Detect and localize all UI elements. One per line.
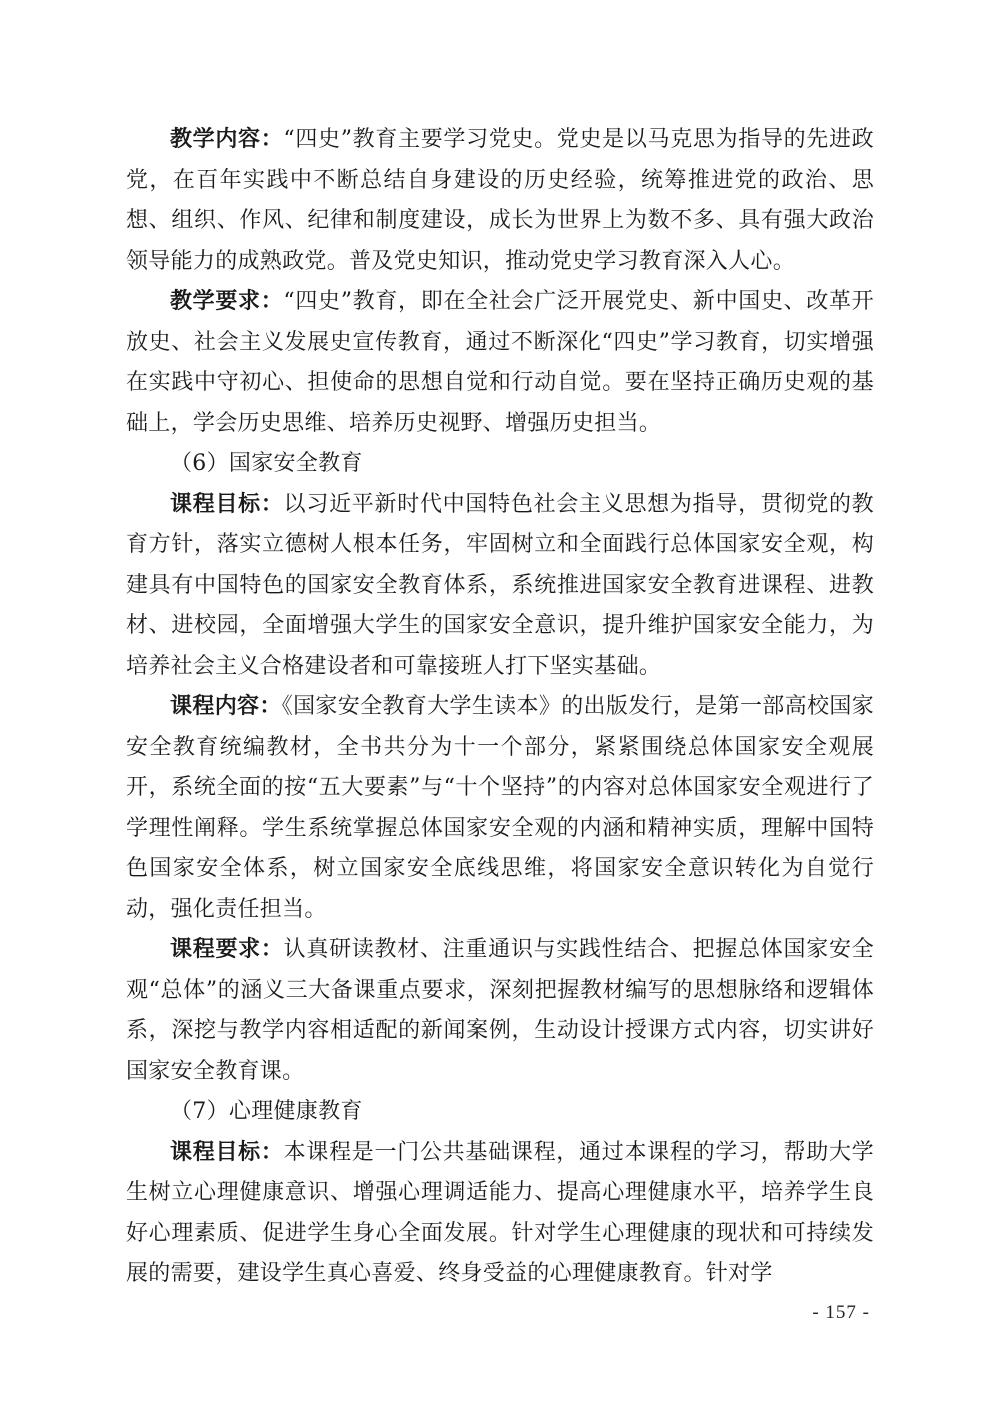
paragraph-text: 以习近平新时代中国特色社会主义思想为指导，贯彻党的教育方针，落实立德树人根本任务，牢固树立和全面践行总体国家安全观，构建具有中国特色的国家安全教育体系，系统推进国家安全教育进课程、进教材、进校园，全面增强大学生的国家安全意识，提升维护国家安全能力，为培养社会主义合格建设者和可靠接班人打下坚实基础。: [126, 491, 874, 679]
paragraph-label: 教学要求：: [170, 289, 284, 314]
paragraph-text: “四史”教育，即在全社会广泛开展党史、新中国史、改革开放史、社会主义发展史宣传教育，通过不断深化“四史”学习教育，切实增强在实践中守初心、担使命的思想自觉和行动自觉。要在坚持正确历史观的基础上，学会历史思维、培养历史视野、增强历史担当。: [126, 289, 874, 436]
section-heading-national-security: （6）国家安全教育: [170, 451, 363, 476]
document-body: [126, 120, 874, 1295]
paragraph-text: 本课程是一门公共基础课程，通过本课程的学习，帮助大学生树立心理健康意识、增强心理调适能力、提高心理健康水平，培养学生良好心理素质、促进学生身心全面发展。针对学生心理健康的现状和可持续发展的需要，建设学生真心喜爱、终身受益的心理健康教育。针对学: [126, 1139, 874, 1286]
paragraph-label: 课程要求：: [170, 937, 284, 962]
paragraph-teaching-content: [126, 120, 874, 282]
paragraph-label: 课程目标：: [170, 1139, 284, 1165]
paragraph-text: “四史”教育主要学习党史。党史是以马克思为指导的先进政党，在百年实践中不断总结自身建设的历史经验，统筹推进党的政治、思想、组织、作风、纪律和制度建设，成长为世界上为数不多、具有强大政治领导能力的成熟政党。普及党史知识，推动党史学习教育深入人心。: [126, 127, 874, 274]
paragraph-course-objective-mental-health: [126, 1133, 874, 1295]
paragraph-course-requirements: [126, 930, 874, 1092]
paragraph-label: 课程内容：: [170, 694, 282, 719]
section-heading-mental-health: （7）心理健康教育: [170, 1099, 363, 1124]
paragraph-teaching-requirements: [126, 282, 874, 444]
page-number: - 157 -: [812, 1302, 870, 1323]
paragraph-text: 认真研读教材、注重通识与实践性结合、把握总体国家安全观“总体”的涵义三大备课重点要求，深刻把握教材编写的思想脉络和逻辑体系，深挖与教学内容相适配的新闻案例，生动设计授课方式内容，切实讲好国家安全教育课。: [126, 937, 874, 1084]
paragraph-text: 《国家安全教育大学生读本》的出版发行，是第一部高校国家安全教育统编教材，全书共分为十一个部分，紧紧围绕总体国家安全观展开，系统全面的按“五大要素”与“十个坚持”的内容对总体国家安全观进行了学理性阐释。学生系统掌握总体国家安全观的内涵和精神实质，理解中国特色国家安全体系，树立国家安全底线思维，将国家安全意识转化为自觉行动，强化责任担当。: [126, 694, 874, 922]
paragraph-label: 课程目标：: [170, 491, 284, 517]
paragraph-course-objective: [126, 485, 874, 688]
paragraph-course-content: [126, 687, 874, 930]
paragraph-label: 教学内容：: [170, 127, 284, 152]
